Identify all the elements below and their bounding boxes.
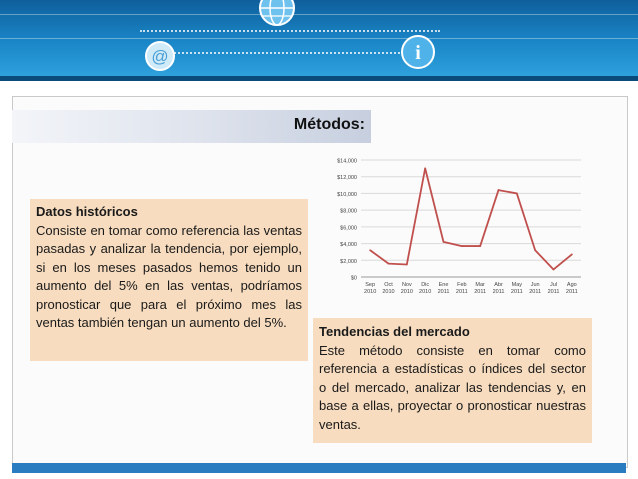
footer-strip (12, 463, 626, 473)
x-tick-label: 2011 (547, 289, 560, 295)
x-tick-label: Nov (401, 282, 412, 288)
y-tick-label: $8,000 (340, 208, 357, 215)
market-trends-box (313, 318, 592, 443)
historical-data-heading: Datos históricos (36, 204, 138, 219)
x-tick-label: 2010 (364, 289, 377, 295)
x-tick-label: 2011 (455, 289, 468, 295)
x-tick-label: 2010 (382, 289, 395, 295)
series-line (370, 168, 572, 269)
data-point (461, 245, 463, 247)
x-tick-label: May (511, 282, 523, 288)
x-tick-label: Mar (475, 282, 485, 288)
x-tick-label: Ago (566, 282, 577, 288)
slide-title: Métodos: (293, 116, 365, 133)
data-point (571, 254, 573, 256)
banner-line (0, 38, 638, 39)
data-point (534, 249, 536, 251)
x-tick-label: Oct (384, 282, 393, 288)
x-tick-label: Jul (549, 282, 558, 288)
x-tick-label: 2010 (400, 289, 413, 295)
x-tick-label: Dic (421, 282, 430, 288)
globe-icon (254, 0, 300, 31)
x-tick-label: 2011 (474, 289, 487, 295)
x-tick-label: 2010 (419, 289, 432, 295)
x-tick-label: 2011 (437, 289, 450, 295)
market-trends-heading: Tendencias del mercado (319, 324, 470, 339)
y-tick-label: $6,000 (340, 225, 357, 232)
y-tick-label: $12,000 (337, 175, 357, 182)
data-point (406, 264, 408, 266)
data-point (498, 189, 500, 191)
at-icon (144, 40, 176, 76)
x-tick-label: Jun (530, 282, 540, 288)
banner-line (0, 14, 638, 15)
x-tick-label: 2011 (529, 289, 542, 295)
historical-data-text: Consiste en tomar como referencia las ventas pasadas y analizar la tendencia, por ejemplo, si en los meses pasados hemos tenido un aumento del 5% en las ventas, podríamos pronosticar que para el próximo mes las ventas también tengan un aumento del 5%. (36, 222, 302, 330)
x-tick-label: Ene (438, 282, 449, 288)
x-tick-label: 2011 (492, 289, 505, 295)
svg-text:@: @ (151, 47, 169, 66)
x-tick-label: 2011 (565, 289, 578, 295)
y-tick-label: $10,000 (337, 191, 357, 198)
x-tick-label: Feb (457, 282, 467, 288)
data-point (516, 193, 518, 195)
data-point (553, 269, 555, 271)
data-point (424, 167, 426, 169)
market-trends-text: Este método consiste en tomar como referencia a estadísticas o índices del sector o del mercado, analizar las tendencias y, en base a ellas, proyectar o pronosticar nuestras ventas. (319, 342, 586, 432)
sales-line-chart (317, 151, 587, 304)
title-bar (12, 110, 371, 143)
data-point (479, 245, 481, 247)
banner-dots (170, 52, 420, 54)
info-icon (400, 34, 436, 76)
y-tick-label: $14,000 (337, 158, 357, 165)
data-point (388, 263, 390, 265)
data-point (369, 249, 371, 251)
y-tick-label: $2,000 (340, 258, 357, 265)
y-tick-label: $0 (350, 275, 357, 282)
x-tick-label: Sep (365, 282, 376, 288)
x-tick-label: Abr (494, 282, 503, 288)
y-tick-label: $4,000 (340, 242, 357, 249)
historical-data-box (30, 199, 308, 361)
header-banner (0, 0, 638, 76)
data-point (443, 241, 445, 243)
svg-text:i: i (415, 42, 421, 64)
x-tick-label: 2011 (510, 289, 523, 295)
